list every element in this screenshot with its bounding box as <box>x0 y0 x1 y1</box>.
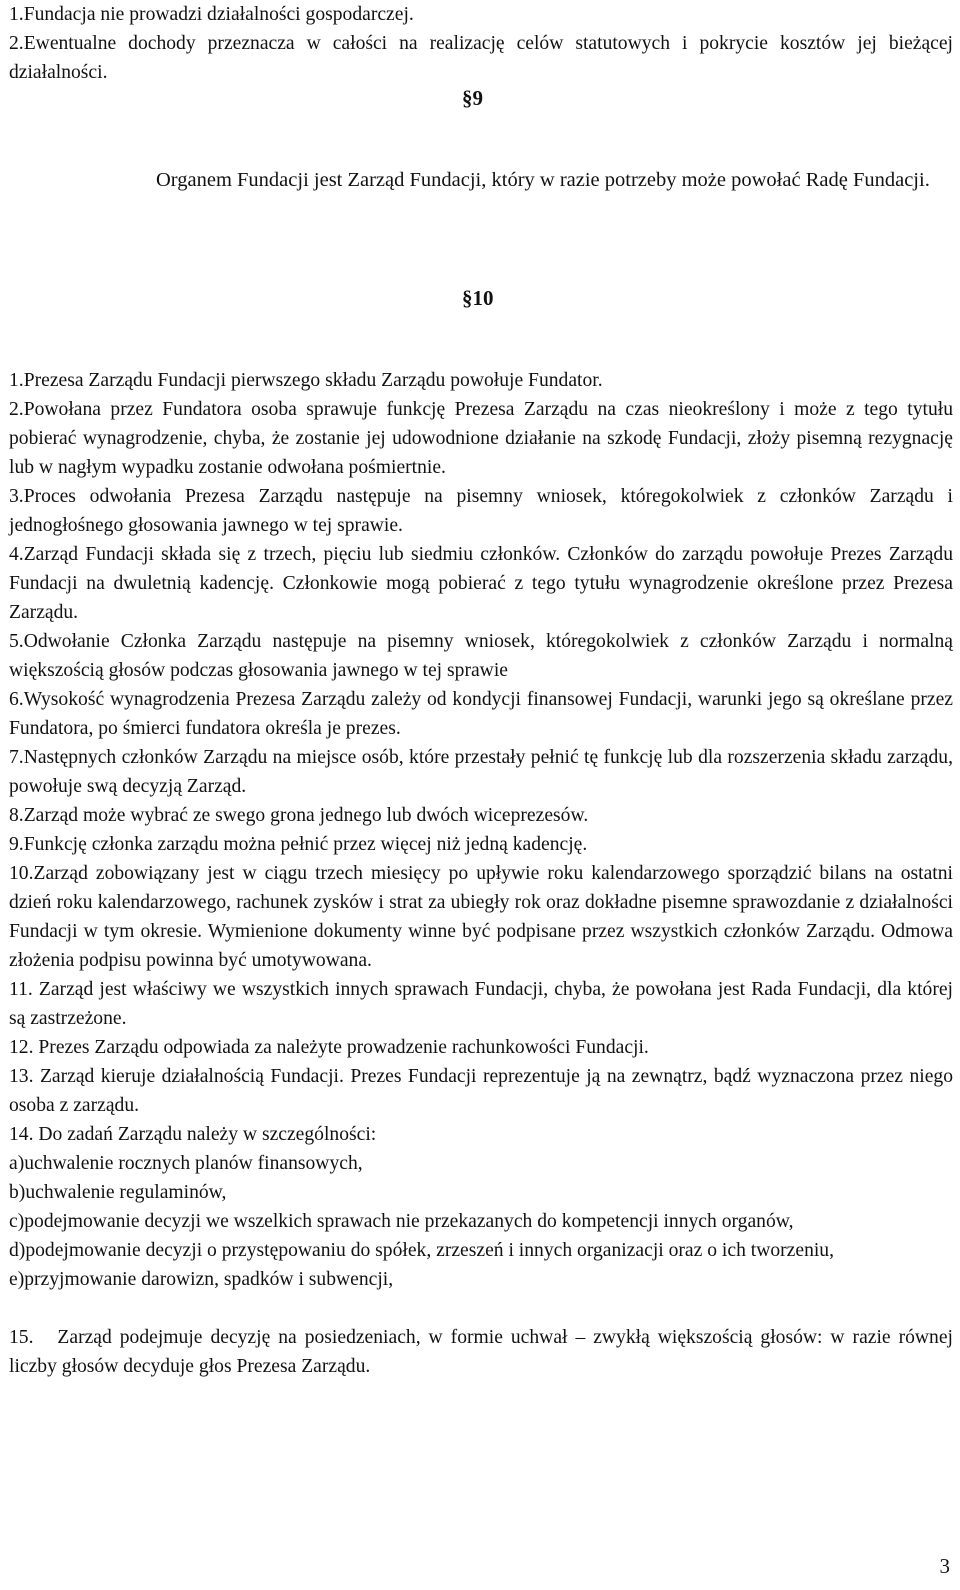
intro-item-2: 2.Ewentualne dochody przeznacza w całości na realizację celów statutowych i pokrycie kosztów jej bieżącej działalności. <box>9 33 953 83</box>
list-item: 10.Zarząd zobowiązany jest w ciągu trzech miesięcy po upływie roku kalendarzowego sporządzić bilans na ostatni dzień roku kalendarzowego, rachunek zysków i strat za ubiegły rok oraz dokładne pisemne sprawozdanie z działalności Fundacji w tym okresie. Wymienione dokumenty winne być podpisane przez wszystkich członków Zarządu. Odmowa złożenia podpisu powinna być umotywowana. <box>9 863 953 971</box>
list-item: 8.Zarząd może wybrać ze swego grona jednego lub dwóch wiceprezesów. <box>9 805 589 826</box>
section-10-items <box>9 366 958 1381</box>
list-item: 14. Do zadań Zarządu należy w szczególności: <box>9 1124 377 1145</box>
list-item: 2.Powołana przez Fundatora osoba sprawuje funkcję Prezesa Zarządu na czas nieokreślony i może z tego tytułu pobierać wynagrodzenie, chyba, że zostanie jej udowodnione działanie na szkodę Fundacji, złoży pisemną rezygnację lub w nagłym wypadku zostanie odwołana pośmiertnie. <box>9 399 953 478</box>
task-item-a: a)uchwalenie rocznych planów finansowych, <box>9 1153 363 1174</box>
section-10-heading: §10 <box>462 286 494 310</box>
list-item: 12. Prezes Zarządu odpowiada za należyte prowadzenie rachunkowości Fundacji. <box>9 1037 649 1058</box>
intro-item-1: 1.Fundacja nie prowadzi działalności gospodarczej. <box>9 4 414 25</box>
list-item-15: 15. Zarząd podejmuje decyzję na posiedzeniach, w formie uchwał – zwykłą większością głosów: w razie równej liczby głosów decyduje głos Prezesa Zarządu. <box>9 1327 958 1377</box>
list-item: 6.Wysokość wynagrodzenia Prezesa Zarządu zależy od kondycji finansowej Fundacji, warunki jego są określane przez Fundatora, po śmierci fundatora określa je prezes. <box>9 689 953 739</box>
list-item: 7.Następnych członków Zarządu na miejsce osób, które przestały pełnić tę funkcję lub dla rozszerzenia składu zarządu, powołuje swą decyzją Zarząd. <box>9 747 953 797</box>
list-item: 13. Zarząd kieruje działalnością Fundacji. Prezes Fundacji reprezentuje ją na zewnątrz, bądź wyznaczona przez niego osoba z zarządu. <box>9 1066 953 1116</box>
task-item-c: c)podejmowanie decyzji we wszelkich sprawach nie przekazanych do kompetencji innych organów, <box>9 1211 794 1232</box>
list-item: 9.Funkcję członka zarządu można pełnić przez więcej niż jedną kadencję. <box>9 834 588 855</box>
task-item-e: e)przyjmowanie darowizn, spadków i subwencji, <box>9 1269 394 1290</box>
task-item-b: b)uchwalenie regulaminów, <box>9 1182 227 1203</box>
task-item-d: d)podejmowanie decyzji o przystępowaniu do spółek, zrzeszeń i innych organizacji oraz o ich tworzeniu, <box>9 1240 835 1261</box>
list-item: 4.Zarząd Fundacji składa się z trzech, pięciu lub siedmiu członków. Członków do zarządu powołuje Prezes Zarządu Fundacji na dwuletnią kadencję. Członkowie mogą pobierać z tego tytułu wynagrodzenie określone przez Prezesa Zarządu. <box>9 544 953 623</box>
page-number: 3 <box>939 1554 950 1578</box>
list-item: 11. Zarząd jest właściwy we wszystkich innych sprawach Fundacji, chyba, że powołana jest Rada Fundacji, dla której są zastrzeżone. <box>9 979 953 1029</box>
list-item: 3.Proces odwołania Prezesa Zarządu następuje na pisemny wniosek, któregokolwiek z członków Zarządu i jednogłośnego głosowania jawnego w tej sprawie. <box>9 486 953 536</box>
section-9-heading: §9 <box>462 86 483 110</box>
list-item: 1.Prezesa Zarządu Fundacji pierwszego składu Zarządu powołuje Fundator. <box>9 370 603 391</box>
section-9-text: Organem Fundacji jest Zarząd Fundacji, który w razie potrzeby może powołać Radę Fundacji. <box>156 169 930 191</box>
list-item: 5.Odwołanie Członka Zarządu następuje na pisemny wniosek, któregokolwiek z członków Zarządu i normalną większością głosów podczas głosowania jawnego w tej sprawie <box>9 631 953 681</box>
